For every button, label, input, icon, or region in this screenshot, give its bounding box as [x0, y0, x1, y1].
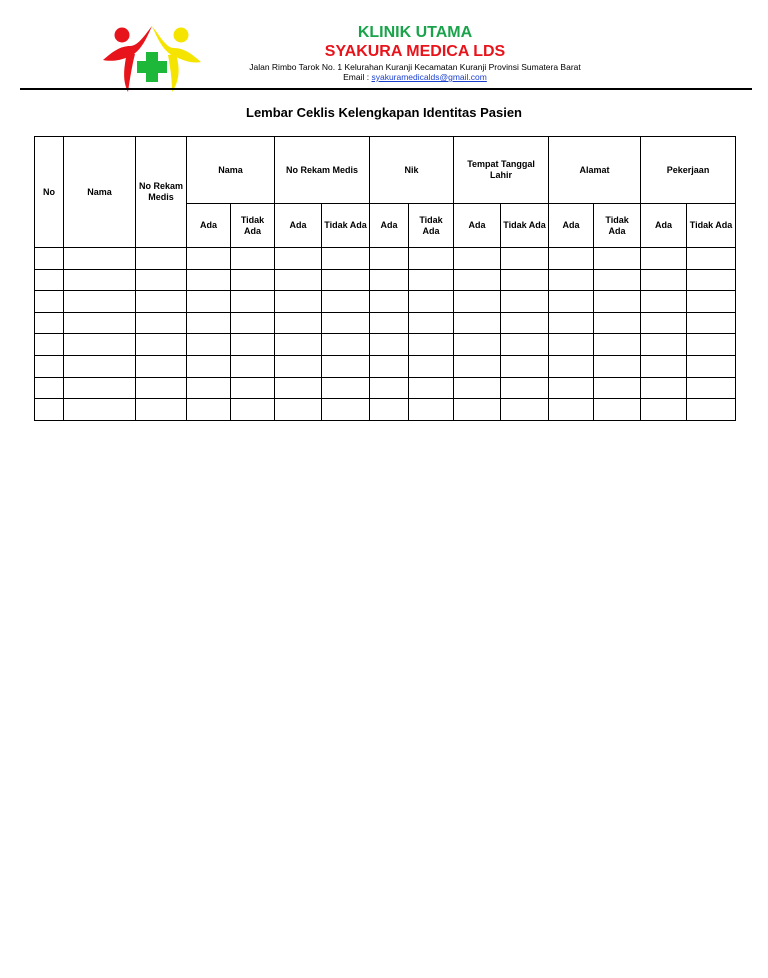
email-link[interactable]: syakuramedicalds@gmail.com	[371, 72, 487, 82]
sub-header-ada: Ada	[370, 204, 409, 248]
table-cell[interactable]	[641, 248, 687, 270]
sub-header-tidak-ada: Tidak Ada	[322, 204, 370, 248]
table-cell[interactable]	[454, 269, 501, 291]
table-cell[interactable]	[231, 334, 275, 356]
table-cell[interactable]	[409, 355, 454, 377]
table-cell[interactable]	[64, 377, 136, 399]
sub-header-tidak-ada: Tidak Ada	[687, 204, 736, 248]
col-header-nama: Nama	[64, 137, 136, 248]
table-cell[interactable]	[275, 355, 322, 377]
medical-cross-people-logo-icon	[103, 26, 201, 92]
table-cell[interactable]	[687, 269, 736, 291]
red-person-body	[124, 52, 135, 92]
sub-header-ada: Ada	[275, 204, 322, 248]
table-cell[interactable]	[409, 399, 454, 421]
table-cell[interactable]	[35, 334, 64, 356]
sub-header-ada: Ada	[187, 204, 231, 248]
table-cell[interactable]	[187, 312, 231, 334]
table-cell[interactable]	[35, 355, 64, 377]
table-cell[interactable]	[370, 377, 409, 399]
table-cell[interactable]	[35, 377, 64, 399]
group-header-pekerjaan: Pekerjaan	[641, 137, 736, 204]
group-header-alamat: Alamat	[549, 137, 641, 204]
table-cell[interactable]	[370, 312, 409, 334]
table-cell[interactable]	[187, 377, 231, 399]
table-cell[interactable]	[687, 291, 736, 313]
table-cell[interactable]	[35, 248, 64, 270]
sub-header-tidak-ada: Tidak Ada	[231, 204, 275, 248]
col-header-no: No	[35, 137, 64, 248]
table-cell[interactable]	[687, 399, 736, 421]
table-cell[interactable]	[409, 248, 454, 270]
table-cell[interactable]	[501, 312, 549, 334]
table-cell[interactable]	[501, 269, 549, 291]
table-cell[interactable]	[136, 355, 187, 377]
table-cell[interactable]	[549, 377, 594, 399]
group-header-no-rekam-medis: No Rekam Medis	[275, 137, 370, 204]
table-cell[interactable]	[275, 248, 322, 270]
table-cell[interactable]	[409, 334, 454, 356]
table-row	[35, 269, 736, 291]
table-cell[interactable]	[454, 248, 501, 270]
table-cell[interactable]	[549, 312, 594, 334]
table-cell[interactable]	[136, 291, 187, 313]
table-cell[interactable]	[409, 377, 454, 399]
table-cell[interactable]	[641, 269, 687, 291]
group-header-nik: Nik	[370, 137, 454, 204]
table-cell[interactable]	[641, 312, 687, 334]
table-cell[interactable]	[501, 248, 549, 270]
sub-header-tidak-ada: Tidak Ada	[409, 204, 454, 248]
table-cell[interactable]	[64, 399, 136, 421]
table-cell[interactable]	[231, 312, 275, 334]
table-cell[interactable]	[501, 399, 549, 421]
header-row-groups	[35, 137, 736, 204]
table-cell[interactable]	[594, 377, 641, 399]
letterhead	[230, 24, 600, 82]
table-cell[interactable]	[35, 312, 64, 334]
table-cell[interactable]	[187, 355, 231, 377]
table-cell[interactable]	[549, 399, 594, 421]
header-divider	[20, 88, 752, 90]
table-cell[interactable]	[35, 399, 64, 421]
table-row	[35, 377, 736, 399]
table-cell[interactable]	[687, 377, 736, 399]
table-cell[interactable]	[136, 377, 187, 399]
clinic-logo	[100, 22, 204, 94]
table-cell[interactable]	[187, 291, 231, 313]
document-title: Lembar Ceklis Kelengkapan Identitas Pasien	[246, 105, 522, 120]
table-cell[interactable]	[687, 334, 736, 356]
table-row	[35, 291, 736, 313]
table-cell[interactable]	[275, 269, 322, 291]
table-cell[interactable]	[275, 291, 322, 313]
table-cell[interactable]	[594, 248, 641, 270]
table-cell[interactable]	[370, 355, 409, 377]
table-cell[interactable]	[187, 334, 231, 356]
yellow-person-head	[174, 28, 189, 43]
table-body	[35, 248, 736, 421]
table-cell[interactable]	[454, 334, 501, 356]
table-cell[interactable]	[64, 334, 136, 356]
table-cell[interactable]	[231, 248, 275, 270]
table-cell[interactable]	[687, 248, 736, 270]
table-cell[interactable]	[370, 248, 409, 270]
col-header-no-rekam-medis: No Rekam Medis	[136, 137, 187, 248]
table-row	[35, 248, 736, 270]
table-cell[interactable]	[501, 355, 549, 377]
table-cell[interactable]	[275, 399, 322, 421]
table-cell[interactable]	[641, 355, 687, 377]
table-cell[interactable]	[322, 291, 370, 313]
table-cell[interactable]	[231, 269, 275, 291]
group-header-ttl: Tempat Tanggal Lahir	[454, 137, 549, 204]
clinic-address: Jalan Rimbo Tarok No. 1 Kelurahan Kuranji Kecamatan Kuranji Provinsi Sumatera Barat	[249, 62, 581, 72]
table-cell[interactable]	[641, 291, 687, 313]
table-cell[interactable]	[454, 355, 501, 377]
table-cell[interactable]	[454, 312, 501, 334]
table-cell[interactable]	[641, 399, 687, 421]
table-cell[interactable]	[187, 399, 231, 421]
table-cell[interactable]	[187, 269, 231, 291]
email-line	[230, 72, 600, 82]
table-cell[interactable]	[687, 355, 736, 377]
table-cell[interactable]	[136, 399, 187, 421]
table-cell[interactable]	[231, 355, 275, 377]
table-cell[interactable]	[594, 269, 641, 291]
table-cell[interactable]	[322, 399, 370, 421]
table-cell[interactable]	[409, 269, 454, 291]
table-row	[35, 399, 736, 421]
table-cell[interactable]	[594, 399, 641, 421]
sub-header-ada: Ada	[454, 204, 501, 248]
table-cell[interactable]	[594, 355, 641, 377]
checklist-table	[34, 136, 736, 421]
table-cell[interactable]	[322, 269, 370, 291]
yellow-person-body	[168, 54, 179, 92]
table-cell[interactable]	[454, 377, 501, 399]
table-cell[interactable]	[454, 291, 501, 313]
table-cell[interactable]	[136, 248, 187, 270]
table-cell[interactable]	[370, 399, 409, 421]
table-cell[interactable]	[501, 377, 549, 399]
group-header-nama: Nama	[187, 137, 275, 204]
table-cell[interactable]	[501, 334, 549, 356]
clinic-name-line1: KLINIK UTAMA	[357, 24, 473, 41]
email-label: Email :	[343, 72, 372, 82]
table-cell[interactable]	[594, 312, 641, 334]
table-row	[35, 312, 736, 334]
table-cell[interactable]	[322, 355, 370, 377]
sub-header-ada: Ada	[549, 204, 594, 248]
table-cell[interactable]	[275, 312, 322, 334]
table-cell[interactable]	[322, 312, 370, 334]
table-cell[interactable]	[275, 334, 322, 356]
clinic-name-line2: SYAKURA MEDICA LDS	[324, 43, 506, 60]
table-cell[interactable]	[322, 248, 370, 270]
table-cell[interactable]	[594, 291, 641, 313]
table-cell[interactable]	[641, 334, 687, 356]
sub-header-ada: Ada	[641, 204, 687, 248]
table-cell[interactable]	[136, 334, 187, 356]
table-cell[interactable]	[136, 269, 187, 291]
sub-header-tidak-ada: Tidak Ada	[501, 204, 549, 248]
table-cell[interactable]	[549, 248, 594, 270]
green-cross	[137, 52, 167, 82]
table-cell[interactable]	[409, 312, 454, 334]
table-cell[interactable]	[231, 377, 275, 399]
table-cell[interactable]	[549, 291, 594, 313]
table-cell[interactable]	[231, 291, 275, 313]
table-cell[interactable]	[322, 334, 370, 356]
table-cell[interactable]	[35, 291, 64, 313]
table-cell[interactable]	[370, 334, 409, 356]
table-cell[interactable]	[641, 377, 687, 399]
table-cell[interactable]	[275, 377, 322, 399]
table-cell[interactable]	[370, 291, 409, 313]
table-cell[interactable]	[687, 312, 736, 334]
table-cell[interactable]	[187, 248, 231, 270]
table-cell[interactable]	[549, 269, 594, 291]
table-cell[interactable]	[370, 269, 409, 291]
table-row	[35, 334, 736, 356]
table-cell[interactable]	[594, 334, 641, 356]
table-cell[interactable]	[454, 399, 501, 421]
table-row	[35, 355, 736, 377]
table-cell[interactable]	[136, 312, 187, 334]
table-cell[interactable]	[231, 399, 275, 421]
table-cell[interactable]	[549, 334, 594, 356]
red-person-head	[115, 28, 130, 43]
table-cell[interactable]	[501, 291, 549, 313]
table-cell[interactable]	[409, 291, 454, 313]
table-cell[interactable]	[322, 377, 370, 399]
table-cell[interactable]	[64, 248, 136, 270]
sub-header-tidak-ada: Tidak Ada	[594, 204, 641, 248]
table-cell[interactable]	[64, 269, 136, 291]
table-cell[interactable]	[64, 312, 136, 334]
table-cell[interactable]	[35, 269, 64, 291]
table-cell[interactable]	[549, 355, 594, 377]
table-cell[interactable]	[64, 291, 136, 313]
table-cell[interactable]	[64, 355, 136, 377]
